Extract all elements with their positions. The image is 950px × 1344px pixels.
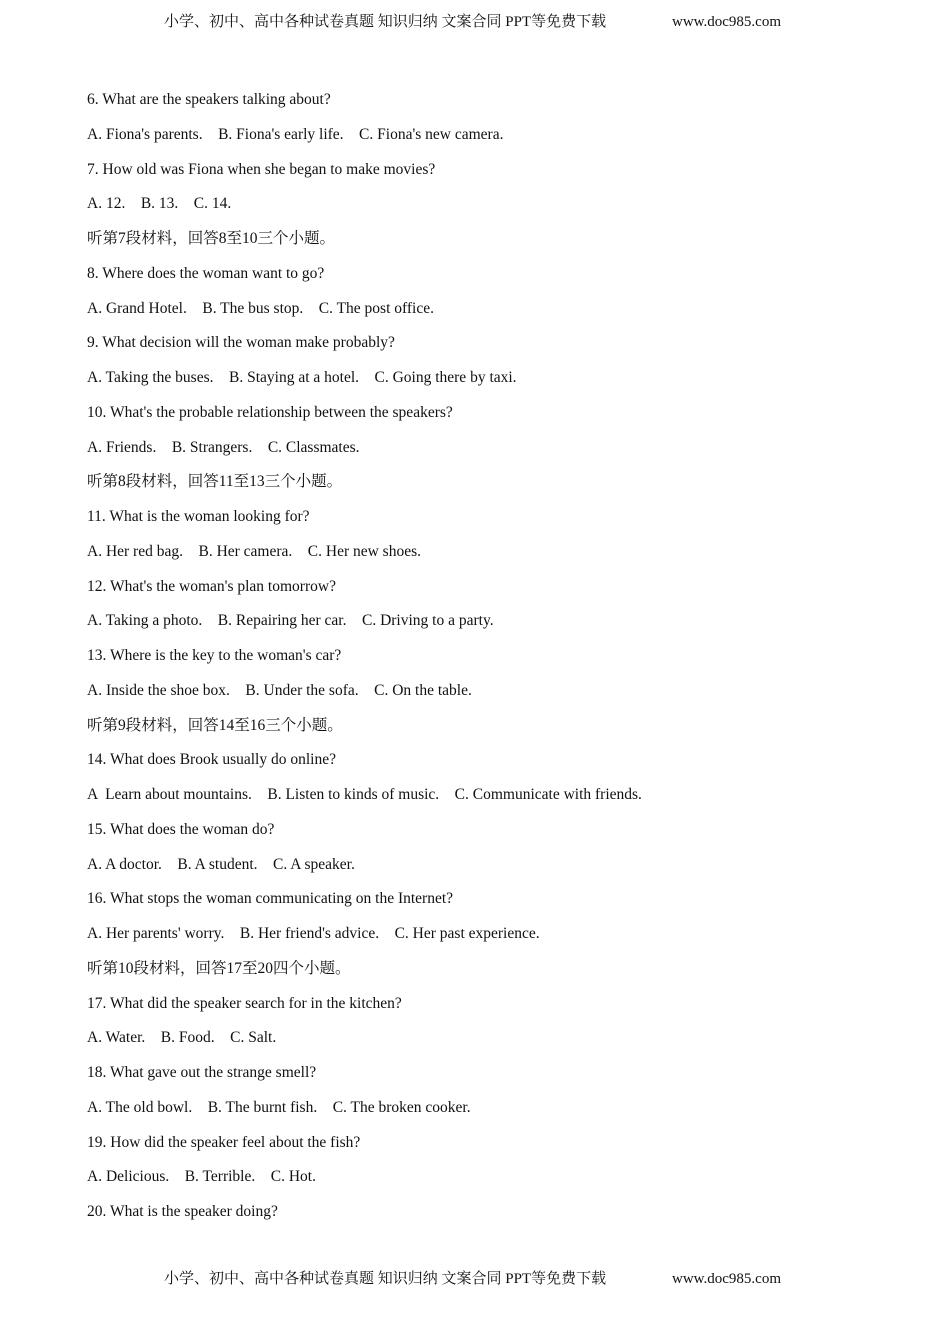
question-8: 8. Where does the woman want to go? xyxy=(87,264,325,282)
options-11: A. Her red bag. B. Her camera. C. Her new shoes. xyxy=(87,542,421,560)
options-15: A. A doctor. B. A student. C. A speaker. xyxy=(87,855,355,873)
question-17: 17. What did the speaker search for in the kitchen? xyxy=(87,994,402,1012)
options-17: A. Water. B. Food. C. Salt. xyxy=(87,1029,277,1047)
options-9: A. Taking the buses. B. Staying at a hotel. C. Going there by taxi. xyxy=(87,369,517,386)
section-instruction-7: 听第7段材料，回答8至10三个小题。 xyxy=(87,230,336,247)
question-16: 16. What stops the woman communicating on the Internet? xyxy=(87,890,454,908)
options-19: A. Delicious. B. Terrible. C. Hot. xyxy=(87,1168,316,1186)
question-7: 7. How old was Fiona when she began to make movies? xyxy=(87,160,436,178)
question-11: 11. What is the woman looking for? xyxy=(87,508,310,525)
section-instruction-8: 听第8段材料，回答11至13三个小题。 xyxy=(87,473,343,491)
footer-promo-text: 小学、初中、高中各种试卷真题 知识归纳 文案合同 PPT等免费下载 xyxy=(164,1271,607,1287)
options-8: A. Grand Hotel. B. The bus stop. C. The post office. xyxy=(87,299,434,317)
header-website: www.doc985.com xyxy=(672,14,782,30)
question-14: 14. What does Brook usually do online? xyxy=(87,751,336,769)
options-10: A. Friends. B. Strangers. C. Classmates. xyxy=(87,438,360,456)
question-20: 20. What is the speaker doing? xyxy=(87,1203,278,1220)
options-6: A. Fiona's parents. B. Fiona's early life. C. Fiona's new camera. xyxy=(87,125,504,143)
question-15: 15. What does the woman do? xyxy=(87,820,275,838)
options-16: A. Her parents' worry. B. Her friend's advice. C. Her past experience. xyxy=(87,925,540,942)
question-18: 18. What gave out the strange smell? xyxy=(87,1064,317,1081)
question-list xyxy=(87,88,887,1235)
question-6: 6. What are the speakers talking about? xyxy=(87,91,331,108)
question-12: 12. What's the woman's plan tomorrow? xyxy=(87,577,336,595)
options-18: A. The old bowl. B. The burnt fish. C. The broken cooker. xyxy=(87,1098,471,1116)
options-7: A. 12. B. 13. C. 14. xyxy=(87,195,232,213)
section-instruction-10: 听第10段材料，回答17至20四个小题。 xyxy=(87,959,351,977)
page-footer xyxy=(0,1267,950,1291)
question-10: 10. What's the probable relationship between the speakers? xyxy=(87,403,453,421)
footer-website: www.doc985.com xyxy=(672,1271,782,1287)
question-19: 19. How did the speaker feel about the fish? xyxy=(87,1133,361,1151)
options-12: A. Taking a photo. B. Repairing her car. C. Driving to a party. xyxy=(87,612,494,630)
question-9: 9. What decision will the woman make probably? xyxy=(87,334,395,352)
page-header xyxy=(0,10,950,34)
header-promo-text: 小学、初中、高中各种试卷真题 知识归纳 文案合同 PPT等免费下载 xyxy=(164,14,607,30)
section-instruction-9: 听第9段材料，回答14至16三个小题。 xyxy=(87,716,343,734)
question-13: 13. Where is the key to the woman's car? xyxy=(87,647,342,664)
options-13: A. Inside the shoe box. B. Under the sofa. C. On the table. xyxy=(87,681,472,699)
options-14: A Learn about mountains. B. Listen to kinds of music. C. Communicate with friends. xyxy=(87,786,642,803)
